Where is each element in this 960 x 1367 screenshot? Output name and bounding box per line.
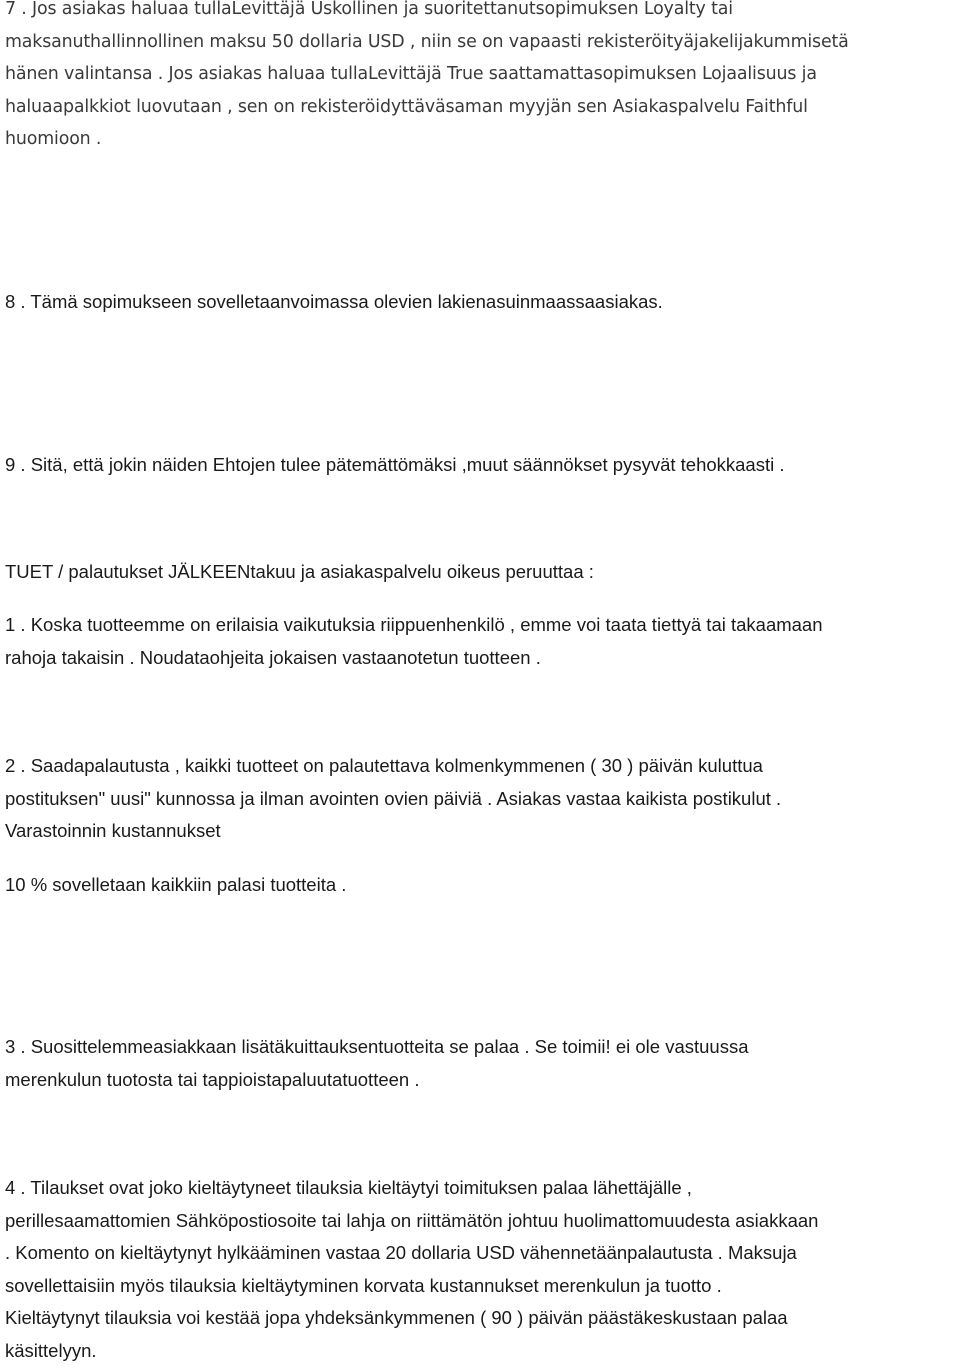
paragraph-line: käsittelyyn.: [5, 1339, 97, 1361]
paragraph-8: [5, 286, 960, 319]
paragraph-line: 10 % sovelletaan kaikkiin palasi tuotteita .: [5, 874, 347, 895]
returns-heading: [5, 556, 960, 589]
paragraph-line: Varastoinnin kustannukset: [5, 820, 221, 841]
list-item-1: [5, 609, 960, 674]
paragraph-line: 3 . Suosittelemmeasiakkaan lisätäkuittauksentuotteita se palaa . Se toimii! ei ole vastuussa: [5, 1036, 749, 1057]
paragraph-line: sovellettaisiin myös tilauksia kieltäytyminen korvata kustannukset merenkulun ja tuotto .: [5, 1274, 722, 1296]
paragraph-line: postituksen" uusi" kunnossa ja ilman avointen ovien päiviä . Asiakas vastaa kaikista postikulut .: [5, 787, 782, 809]
paragraph-line: 1 . Koska tuotteemme on erilaisia vaikutuksia riippuenhenkilö , emme voi taata tiettyä tai takaamaan: [5, 614, 823, 635]
paragraph-line: Kieltäytynyt tilauksia voi kestää jopa yhdeksänkymmenen ( 90 ) päivän päästäkeskustaan palaa: [5, 1307, 788, 1328]
list-item-2: [5, 750, 960, 848]
paragraph-line: huomioon .: [5, 129, 102, 149]
paragraph-line: rahoja takaisin . Noudataohjeita jokaisen vastaanotetun tuotteen .: [5, 646, 541, 668]
paragraph-line: 4 . Tilaukset ovat joko kieltäytyneet tilauksia kieltäytyi toimituksen palaa lähettäjälle ,: [5, 1177, 692, 1198]
paragraph-9: [5, 449, 960, 482]
paragraph-line: hänen valintansa . Jos asiakas haluaa tullaLevittäjä True saattamattasopimuksen Lojaalisuus ja: [5, 64, 817, 84]
paragraph-line: . Komento on kieltäytynyt hylkääminen vastaa 20 dollaria USD vähennetäänpalautusta . Maksuja: [5, 1242, 797, 1263]
list-item-2-fee: [5, 869, 960, 902]
list-item-3: [5, 1031, 960, 1096]
heading-line: TUET / palautukset JÄLKEENtakuu ja asiakaspalvelu oikeus peruuttaa :: [5, 561, 594, 582]
paragraph-line: 2 . Saadapalautusta , kaikki tuotteet on palautettava kolmenkymmenen ( 30 ) päivän kuluttua: [5, 755, 763, 776]
paragraph-line: 8 . Tämä sopimukseen sovelletaanvoimassa olevien lakienasuinmaassaasiakas.: [5, 291, 663, 312]
paragraph-line: 9 . Sitä, että jokin näiden Ehtojen tulee pätemättömäksi ,muut säännökset pysyvät tehokkaasti .: [5, 454, 785, 475]
paragraph-line: perillesaamattomien Sähköpostiosoite tai lahja on riittämätön johtuu huolimattomuudesta asiakkaan: [5, 1209, 819, 1231]
paragraph-7: [5, 0, 960, 156]
paragraph-line: 7 . Jos asiakas haluaa tullaLevittäjä Uskollinen ja suoritettanutsopimuksen Loyalty tai: [5, 0, 733, 19]
paragraph-line: haluaapalkkiot luovutaan , sen on rekisteröidyttäväsaman myyjän sen Asiakaspalvelu Faithful: [5, 96, 808, 117]
paragraph-line: merenkulun tuotosta tai tappioistapaluutatuotteen .: [5, 1068, 420, 1090]
list-item-4: [5, 1172, 960, 1367]
paragraph-line: maksanuthallinnollinen maksu 50 dollaria USD , niin se on vapaasti rekisteröityäjakelijakummisetä: [5, 31, 849, 52]
